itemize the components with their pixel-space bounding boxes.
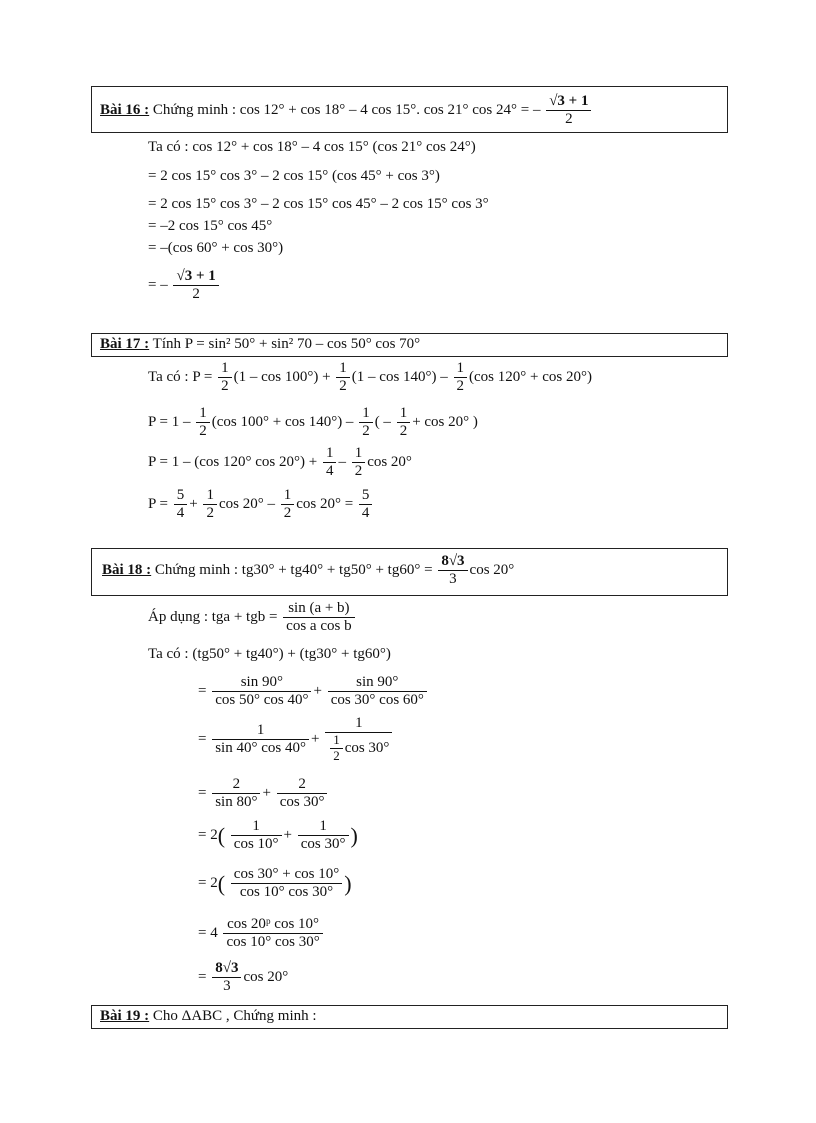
ex18-step-2: = $\frac{1}{\sin 40^\circ \cos 40^\circ}$ + 1 $\frac{1}{2}$ cos 30° [198,715,394,764]
exercise-19-label: Bài 19 : [100,1008,150,1024]
ex18-step-3: = $\frac{2}{\sin 80^\circ}$ + $\frac{2}{\cos 30^\circ}$ [198,776,329,812]
exercise-18-label: Bài 18 : [102,562,152,579]
ex17-line-2: P = 1 – $\frac{1}{2}$ (cos 100° + cos 140°) – $\frac{1}{2}$ ( – $\frac{1}{2}$ + cos 20° ) [148,405,478,440]
ex18-step-6: = 4 $\frac{\text{cos 20ᵖ cos 10°}}{\cos 10^\circ \cos 30^\circ}$ [198,916,325,952]
exercise-18-title: Chứng minh : tg30° + tg40° + tg50° + tg60° = [154,562,433,579]
exercise-16-label: Bài 16 : [100,102,150,119]
exercise-16-box [91,86,728,133]
ex16-line-3: = 2 cos 15° cos 3° – 2 cos 15° cos 45° – 2 cos 15° cos 3° [148,196,489,212]
exercise-19-header [100,1008,317,1025]
exercise-19-box [91,1005,728,1029]
ex16-line-5: = –(cos 60° + cos 30°) [148,240,284,256]
ex18-step-5: = 2( $\frac{\cos 30^\circ + \cos 10^\circ}{\cos 10^\circ \cos 30^\circ}$ ) [198,866,352,901]
ex17-line-1: Ta có : P = $\frac{1}{2}$ (1 – cos 100°) + $\frac{1}{2}$ (1 – cos 140°) – $\frac{1}{2}$ (cos 120° + cos 20°) [148,360,592,395]
exercise-18-box [91,548,728,596]
ex16-line-6: = – $\frac{√3 + 1}{2}$ [148,268,221,304]
exercise-17-header [100,336,420,353]
exercise-19-title: Cho ΔABC , Chứng minh : [152,1008,317,1024]
exercise-17-title: Tính P = sin² 50° + sin² 70 – cos 50° cos 70° [152,336,421,352]
exercise-17-box [91,333,728,357]
ex18-step-7: = $\frac{8√3}{3}$ cos 20° [198,960,289,995]
exercise-16-fraction: $\frac{√3 + 1}{2}$ [546,93,591,129]
ex18-apply-line: Áp dụng : tga + tgb = $\frac{\sin (a + b)}{\text{cos a cos b}}$ [148,600,357,636]
exercise-18-header: Bài 18 : Chứng minh : tg30° + tg40° + tg50° + tg60° = $\frac{8√3}{3}$ cos 20° [102,553,515,588]
ex17-line-3: P = 1 – (cos 120° cos 20°) + $\frac{1}{4}$ – $\frac{1}{2}$ cos 20° [148,445,412,480]
ex16-line-4: = –2 cos 15° cos 45° [148,218,273,234]
ex18-step-1: = $\frac{\sin 90^\circ}{\cos 50^\circ \cos 40^\circ}$ + $\frac{\sin 90^\circ}{\cos 30^\circ \cos 60^\circ}$ [198,674,429,710]
ex18-taco-line: Ta có : (tg50° + tg40°) + (tg30° + tg60°) [148,646,391,662]
ex18-step-4: = 2( $\frac{1}{\cos 10^\circ}$ + $\frac{1}{\cos 30^\circ}$ ) [198,818,358,853]
exercise-17-label: Bài 17 : [100,336,150,352]
ex17-line-4: P = $\frac{5}{4}$ + $\frac{1}{2}$ cos 20° – $\frac{1}{2}$ cos 20° = $\frac{5}{4}$ [148,487,374,523]
exercise-16-header [100,93,593,129]
exercise-16-title: Chứng minh : cos 12° + cos 18° – 4 cos 15°. cos 21° cos 24° = – [152,102,541,119]
ex16-line-1: Ta có : cos 12° + cos 18° – 4 cos 15° (cos 21° cos 24°) [148,139,476,155]
ex16-line-2: = 2 cos 15° cos 3° – 2 cos 15° (cos 45° + cos 3°) [148,168,440,184]
